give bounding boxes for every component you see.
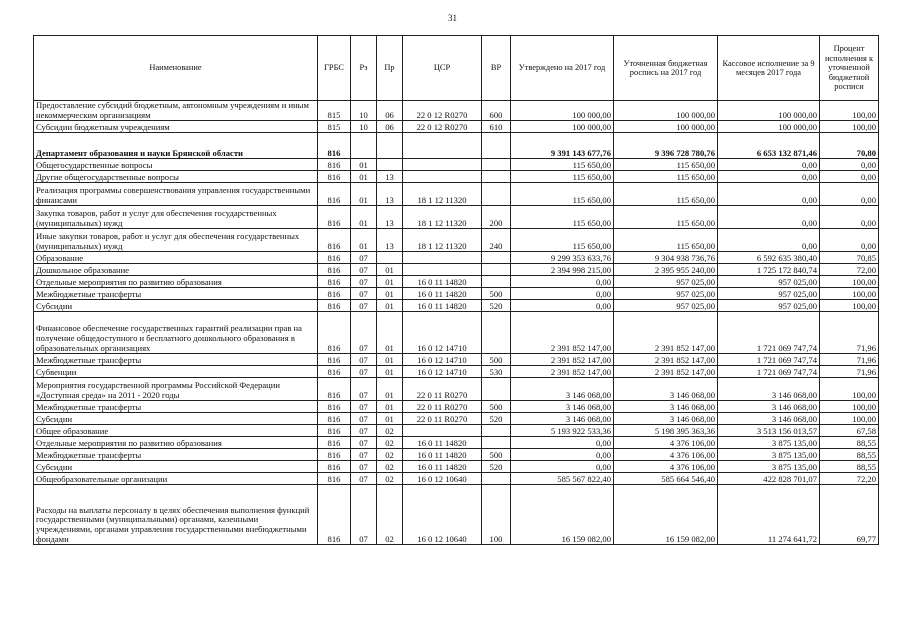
table-row <box>34 264 879 276</box>
cell-vr <box>482 252 511 264</box>
cell-refined: 9 396 728 780,76 <box>614 133 718 159</box>
cell-refined: 3 146 068,00 <box>614 413 718 425</box>
cell-vr: 500 <box>482 401 511 413</box>
cell-grbs: 816 <box>318 485 351 545</box>
cell-cash: 957 025,00 <box>718 288 820 300</box>
cell-rz: 07 <box>351 401 377 413</box>
cell-csr: 16 0 12 10640 <box>403 473 482 485</box>
cell-grbs: 816 <box>318 449 351 461</box>
cell-cash: 3 146 068,00 <box>718 378 820 401</box>
cell-grbs: 816 <box>318 133 351 159</box>
cell-csr: 22 0 11 R0270 <box>403 401 482 413</box>
cell-percent: 71,96 <box>820 354 879 366</box>
table-row <box>34 252 879 264</box>
cell-grbs: 816 <box>318 159 351 171</box>
cell-vr: 600 <box>482 101 511 121</box>
cell-grbs: 816 <box>318 437 351 449</box>
cell-vr <box>482 171 511 183</box>
cell-cash: 1 725 172 840,74 <box>718 264 820 276</box>
cell-rz: 07 <box>351 473 377 485</box>
cell-approved: 3 146 068,00 <box>511 378 614 401</box>
cell-grbs: 816 <box>318 300 351 312</box>
cell-grbs: 816 <box>318 378 351 401</box>
cell-pr: 13 <box>377 183 403 206</box>
cell-pr: 01 <box>377 264 403 276</box>
cell-csr: 22 0 12 R0270 <box>403 101 482 121</box>
cell-approved: 0,00 <box>511 300 614 312</box>
cell-grbs: 816 <box>318 276 351 288</box>
cell-rz: 10 <box>351 101 377 121</box>
cell-pr: 13 <box>377 206 403 229</box>
cell-name: Межбюджетные трансферты <box>34 449 318 461</box>
cell-refined: 16 159 082,00 <box>614 485 718 545</box>
cell-pr: 01 <box>377 413 403 425</box>
cell-vr: 500 <box>482 288 511 300</box>
cell-percent: 100,00 <box>820 121 879 133</box>
cell-name: Межбюджетные трансферты <box>34 401 318 413</box>
header-cash: Кассовое исполнение за 9 месяцев 2017 года <box>718 36 820 101</box>
cell-percent: 0,00 <box>820 206 879 229</box>
cell-refined: 115 650,00 <box>614 171 718 183</box>
cell-name: Субсидии <box>34 413 318 425</box>
cell-grbs: 816 <box>318 288 351 300</box>
cell-refined: 957 025,00 <box>614 300 718 312</box>
cell-pr <box>377 252 403 264</box>
header-grbs: ГРБС <box>318 36 351 101</box>
cell-grbs: 816 <box>318 171 351 183</box>
cell-grbs: 816 <box>318 473 351 485</box>
cell-cash: 1 721 069 747,74 <box>718 354 820 366</box>
table-row <box>34 171 879 183</box>
cell-grbs: 816 <box>318 461 351 473</box>
table-row <box>34 288 879 300</box>
table-row <box>34 159 879 171</box>
cell-approved: 2 394 998 215,00 <box>511 264 614 276</box>
table-body <box>34 101 879 545</box>
cell-name: Субвенции <box>34 366 318 378</box>
cell-name: Субсидии <box>34 300 318 312</box>
cell-vr: 520 <box>482 300 511 312</box>
cell-cash: 3 146 068,00 <box>718 413 820 425</box>
cell-pr: 01 <box>377 300 403 312</box>
cell-cash: 6 653 132 871,46 <box>718 133 820 159</box>
cell-pr: 01 <box>377 378 403 401</box>
cell-grbs: 816 <box>318 312 351 354</box>
cell-percent: 100,00 <box>820 101 879 121</box>
cell-refined: 2 391 852 147,00 <box>614 312 718 354</box>
cell-percent: 72,00 <box>820 264 879 276</box>
cell-rz <box>351 133 377 159</box>
cell-cash: 3 875 135,00 <box>718 449 820 461</box>
cell-grbs: 816 <box>318 264 351 276</box>
cell-refined: 957 025,00 <box>614 288 718 300</box>
table-row <box>34 206 879 229</box>
cell-csr: 16 0 11 14820 <box>403 288 482 300</box>
cell-cash: 957 025,00 <box>718 300 820 312</box>
cell-grbs: 816 <box>318 229 351 252</box>
cell-approved: 2 391 852 147,00 <box>511 366 614 378</box>
cell-name: Финансовое обеспечение государственных гарантий реализации прав на получение общедоступного и бесплатного дошкольного образования в образовательных организациях <box>34 312 318 354</box>
cell-approved: 9 299 353 633,76 <box>511 252 614 264</box>
cell-refined: 4 376 106,00 <box>614 449 718 461</box>
cell-refined: 3 146 068,00 <box>614 378 718 401</box>
cell-name: Другие общегосударственные вопросы <box>34 171 318 183</box>
cell-refined: 100 000,00 <box>614 101 718 121</box>
cell-name: Межбюджетные трансферты <box>34 288 318 300</box>
cell-rz: 07 <box>351 449 377 461</box>
cell-rz: 07 <box>351 485 377 545</box>
cell-csr: 16 0 12 10640 <box>403 485 482 545</box>
table-row <box>34 473 879 485</box>
table-row <box>34 437 879 449</box>
table-row <box>34 485 879 545</box>
page-number: 31 <box>448 13 457 23</box>
cell-name: Закупка товаров, работ и услуг для обеспечения государственных (муниципальных) нужд <box>34 206 318 229</box>
cell-percent: 67,58 <box>820 425 879 437</box>
cell-approved: 9 391 143 677,76 <box>511 133 614 159</box>
table-row <box>34 121 879 133</box>
cell-rz: 07 <box>351 461 377 473</box>
table-row <box>34 183 879 206</box>
cell-rz: 07 <box>351 378 377 401</box>
cell-pr: 01 <box>377 354 403 366</box>
header-percent: Процент исполнения к уточненной бюджетной росписи <box>820 36 879 101</box>
cell-vr <box>482 159 511 171</box>
cell-percent: 100,00 <box>820 288 879 300</box>
cell-csr: 16 0 11 14820 <box>403 276 482 288</box>
cell-name: Предоставление субсидий бюджетным, автономным учреждениям и иным некоммерческим организациям <box>34 101 318 121</box>
cell-rz: 07 <box>351 354 377 366</box>
cell-percent: 0,00 <box>820 159 879 171</box>
cell-approved: 115 650,00 <box>511 229 614 252</box>
cell-refined: 115 650,00 <box>614 206 718 229</box>
cell-percent: 71,96 <box>820 312 879 354</box>
cell-vr <box>482 425 511 437</box>
cell-cash: 3 875 135,00 <box>718 437 820 449</box>
cell-cash: 11 274 641,72 <box>718 485 820 545</box>
cell-percent: 70,80 <box>820 133 879 159</box>
cell-vr: 520 <box>482 413 511 425</box>
cell-pr <box>377 133 403 159</box>
cell-pr: 13 <box>377 229 403 252</box>
table-row <box>34 300 879 312</box>
cell-name: Дошкольное образование <box>34 264 318 276</box>
cell-pr: 06 <box>377 121 403 133</box>
cell-rz: 07 <box>351 264 377 276</box>
cell-cash: 100 000,00 <box>718 121 820 133</box>
cell-approved: 115 650,00 <box>511 171 614 183</box>
cell-percent: 0,00 <box>820 183 879 206</box>
cell-pr: 02 <box>377 485 403 545</box>
cell-percent: 71,96 <box>820 366 879 378</box>
cell-grbs: 816 <box>318 413 351 425</box>
cell-percent: 0,00 <box>820 229 879 252</box>
cell-vr <box>482 437 511 449</box>
cell-rz: 07 <box>351 288 377 300</box>
cell-csr <box>403 252 482 264</box>
cell-csr: 18 1 12 11320 <box>403 183 482 206</box>
header-name: Наименование <box>34 36 318 101</box>
cell-pr: 01 <box>377 276 403 288</box>
cell-approved: 2 391 852 147,00 <box>511 354 614 366</box>
cell-name: Общее образование <box>34 425 318 437</box>
cell-percent: 70,85 <box>820 252 879 264</box>
cell-refined: 115 650,00 <box>614 183 718 206</box>
cell-csr: 16 0 12 14710 <box>403 354 482 366</box>
table-row <box>34 312 879 354</box>
cell-approved: 5 193 922 533,36 <box>511 425 614 437</box>
cell-rz: 01 <box>351 171 377 183</box>
cell-rz: 07 <box>351 366 377 378</box>
cell-approved: 0,00 <box>511 449 614 461</box>
cell-name: Отдельные мероприятия по развитию образования <box>34 437 318 449</box>
cell-vr <box>482 264 511 276</box>
cell-refined: 957 025,00 <box>614 276 718 288</box>
cell-grbs: 816 <box>318 401 351 413</box>
cell-pr: 02 <box>377 461 403 473</box>
cell-rz: 07 <box>351 276 377 288</box>
cell-rz: 01 <box>351 229 377 252</box>
cell-csr: 16 0 11 14820 <box>403 300 482 312</box>
cell-cash: 957 025,00 <box>718 276 820 288</box>
cell-name: Реализация программы совершенствования управления государственными финансами <box>34 183 318 206</box>
cell-vr <box>482 133 511 159</box>
cell-approved: 0,00 <box>511 288 614 300</box>
table-row <box>34 276 879 288</box>
cell-csr: 22 0 11 R0270 <box>403 413 482 425</box>
cell-name: Отдельные мероприятия по развитию образования <box>34 276 318 288</box>
cell-csr: 16 0 11 14820 <box>403 437 482 449</box>
cell-grbs: 815 <box>318 101 351 121</box>
cell-name: Образование <box>34 252 318 264</box>
cell-rz: 01 <box>351 183 377 206</box>
cell-rz: 07 <box>351 312 377 354</box>
cell-csr <box>403 171 482 183</box>
cell-csr: 22 0 12 R0270 <box>403 121 482 133</box>
budget-table <box>33 35 879 545</box>
cell-name: Иные закупки товаров, работ и услуг для обеспечения государственных (муниципальных) нужд <box>34 229 318 252</box>
cell-pr: 01 <box>377 366 403 378</box>
cell-csr <box>403 264 482 276</box>
cell-cash: 1 721 069 747,74 <box>718 366 820 378</box>
table-row <box>34 413 879 425</box>
header-vr: ВР <box>482 36 511 101</box>
cell-cash: 0,00 <box>718 206 820 229</box>
cell-rz: 01 <box>351 159 377 171</box>
cell-refined: 115 650,00 <box>614 159 718 171</box>
cell-grbs: 816 <box>318 354 351 366</box>
cell-rz: 07 <box>351 413 377 425</box>
cell-name: Субсидии <box>34 461 318 473</box>
cell-vr <box>482 473 511 485</box>
cell-cash: 3 875 135,00 <box>718 461 820 473</box>
cell-grbs: 815 <box>318 121 351 133</box>
cell-csr: 22 0 11 R0270 <box>403 378 482 401</box>
header-rz: Рз <box>351 36 377 101</box>
cell-cash: 0,00 <box>718 171 820 183</box>
cell-refined: 2 395 955 240,00 <box>614 264 718 276</box>
table-row <box>34 425 879 437</box>
cell-rz: 07 <box>351 252 377 264</box>
cell-refined: 585 664 546,40 <box>614 473 718 485</box>
cell-percent: 100,00 <box>820 276 879 288</box>
cell-name: Субсидии бюджетным учреждениям <box>34 121 318 133</box>
cell-approved: 115 650,00 <box>511 159 614 171</box>
cell-refined: 4 376 106,00 <box>614 437 718 449</box>
cell-percent: 88,55 <box>820 461 879 473</box>
cell-vr: 530 <box>482 366 511 378</box>
cell-percent: 100,00 <box>820 378 879 401</box>
header-pr: Пр <box>377 36 403 101</box>
cell-percent: 69,77 <box>820 485 879 545</box>
cell-name: Общеобразовательные организации <box>34 473 318 485</box>
cell-cash: 0,00 <box>718 183 820 206</box>
cell-approved: 16 159 082,00 <box>511 485 614 545</box>
cell-refined: 2 391 852 147,00 <box>614 366 718 378</box>
cell-name: Расходы на выплаты персоналу в целях обеспечения выполнения функций государственными (муниципальными) органами, казенными учреждениями, органами управления государственными внебюджетными фондами <box>34 485 318 545</box>
cell-cash: 100 000,00 <box>718 101 820 121</box>
cell-refined: 9 304 938 736,76 <box>614 252 718 264</box>
cell-approved: 115 650,00 <box>511 183 614 206</box>
header-csr: ЦСР <box>403 36 482 101</box>
table-row <box>34 366 879 378</box>
cell-csr: 16 0 11 14820 <box>403 461 482 473</box>
cell-vr <box>482 183 511 206</box>
cell-cash: 6 592 635 380,40 <box>718 252 820 264</box>
cell-cash: 422 828 701,07 <box>718 473 820 485</box>
cell-percent: 100,00 <box>820 401 879 413</box>
cell-rz: 01 <box>351 206 377 229</box>
cell-vr: 100 <box>482 485 511 545</box>
table-row <box>34 401 879 413</box>
cell-pr: 01 <box>377 312 403 354</box>
cell-csr: 18 1 12 11320 <box>403 229 482 252</box>
cell-percent: 88,55 <box>820 449 879 461</box>
cell-refined: 115 650,00 <box>614 229 718 252</box>
cell-approved: 3 146 068,00 <box>511 401 614 413</box>
cell-vr: 500 <box>482 354 511 366</box>
cell-rz: 07 <box>351 300 377 312</box>
table-row <box>34 354 879 366</box>
cell-vr: 500 <box>482 449 511 461</box>
cell-name: Департамент образования и науки Брянской области <box>34 133 318 159</box>
cell-pr: 01 <box>377 288 403 300</box>
cell-vr: 610 <box>482 121 511 133</box>
table-row <box>34 101 879 121</box>
cell-percent: 72,20 <box>820 473 879 485</box>
cell-name: Общегосударственные вопросы <box>34 159 318 171</box>
cell-pr: 13 <box>377 171 403 183</box>
cell-percent: 88,55 <box>820 437 879 449</box>
cell-rz: 07 <box>351 425 377 437</box>
cell-percent: 0,00 <box>820 171 879 183</box>
cell-cash: 0,00 <box>718 229 820 252</box>
cell-grbs: 816 <box>318 252 351 264</box>
cell-pr: 01 <box>377 401 403 413</box>
table-row <box>34 229 879 252</box>
cell-grbs: 816 <box>318 366 351 378</box>
cell-vr <box>482 378 511 401</box>
cell-approved: 2 391 852 147,00 <box>511 312 614 354</box>
cell-cash: 1 721 069 747,74 <box>718 312 820 354</box>
cell-approved: 0,00 <box>511 437 614 449</box>
cell-approved: 100 000,00 <box>511 121 614 133</box>
cell-approved: 0,00 <box>511 276 614 288</box>
cell-csr: 16 0 12 14710 <box>403 366 482 378</box>
cell-refined: 3 146 068,00 <box>614 401 718 413</box>
cell-approved: 100 000,00 <box>511 101 614 121</box>
cell-csr <box>403 133 482 159</box>
cell-vr <box>482 312 511 354</box>
cell-refined: 100 000,00 <box>614 121 718 133</box>
cell-rz: 07 <box>351 437 377 449</box>
cell-approved: 3 146 068,00 <box>511 413 614 425</box>
header-refined: Уточненная бюджетная роспись на 2017 год <box>614 36 718 101</box>
cell-pr: 06 <box>377 101 403 121</box>
cell-pr <box>377 159 403 171</box>
cell-csr <box>403 159 482 171</box>
cell-csr <box>403 425 482 437</box>
cell-approved: 585 567 822,40 <box>511 473 614 485</box>
cell-pr: 02 <box>377 437 403 449</box>
table-row <box>34 449 879 461</box>
cell-grbs: 816 <box>318 206 351 229</box>
table-row <box>34 133 879 159</box>
cell-percent: 100,00 <box>820 413 879 425</box>
cell-csr: 18 1 12 11320 <box>403 206 482 229</box>
cell-vr: 520 <box>482 461 511 473</box>
cell-pr: 02 <box>377 449 403 461</box>
header-approved: Утверждено на 2017 год <box>511 36 614 101</box>
cell-vr <box>482 276 511 288</box>
cell-refined: 5 198 395 363,36 <box>614 425 718 437</box>
cell-percent: 100,00 <box>820 300 879 312</box>
table-row <box>34 378 879 401</box>
cell-cash: 3 513 156 013,57 <box>718 425 820 437</box>
cell-approved: 115 650,00 <box>511 206 614 229</box>
cell-cash: 0,00 <box>718 159 820 171</box>
cell-csr: 16 0 12 14710 <box>403 312 482 354</box>
table-header <box>34 36 879 101</box>
cell-grbs: 816 <box>318 183 351 206</box>
cell-pr: 02 <box>377 473 403 485</box>
cell-cash: 3 146 068,00 <box>718 401 820 413</box>
cell-vr: 240 <box>482 229 511 252</box>
cell-rz: 10 <box>351 121 377 133</box>
cell-vr: 200 <box>482 206 511 229</box>
cell-grbs: 816 <box>318 425 351 437</box>
table-row <box>34 461 879 473</box>
cell-refined: 4 376 106,00 <box>614 461 718 473</box>
cell-csr: 16 0 11 14820 <box>403 449 482 461</box>
cell-approved: 0,00 <box>511 461 614 473</box>
cell-pr: 02 <box>377 425 403 437</box>
cell-name: Межбюджетные трансферты <box>34 354 318 366</box>
cell-name: Мероприятия государственной программы Российской Федерации «Доступная среда» на 2011 - 2020 годы <box>34 378 318 401</box>
cell-refined: 2 391 852 147,00 <box>614 354 718 366</box>
